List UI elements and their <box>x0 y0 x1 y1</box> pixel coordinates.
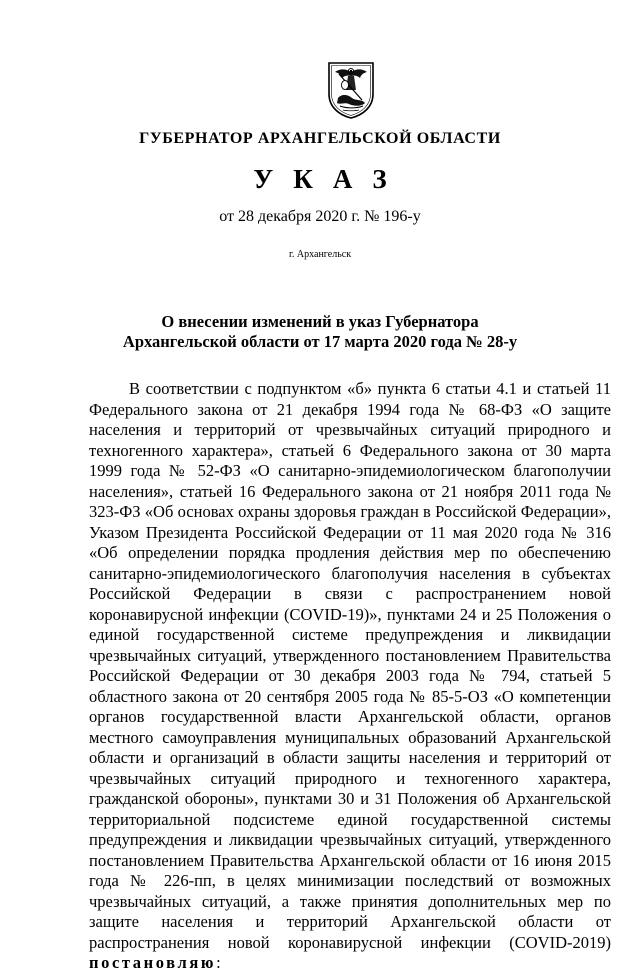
document-place: г. Архангельск <box>288 249 352 260</box>
document-type-letter: З <box>372 164 387 194</box>
preamble-paragraph <box>89 379 611 974</box>
document-type-letter: К <box>293 164 313 194</box>
document-type-letter: А <box>332 164 353 194</box>
preamble-ending: : <box>216 953 221 972</box>
preamble-text: В соответствии с подпунктом «б» пункта 6 статьи 4.1 и статьей 11 Федерального закона от 21 декабря 1994 года № 68-ФЗ «О защите населения и территорий от чрезвычайных ситуаций природного и техногенного характера», статьей 6 Федерального закона от 30 марта 1999 года № 52-ФЗ «О санитарно-эпидемиологическом благополучии населения», статьей 16 Федерального закона от 21 ноября 2011 года № 323-ФЗ «Об основах охраны здоровья граждан в Российской Федерации», Указом Президента Российской Федерации от 11 мая 2020 года № 316 «Об определении порядка продления действия мер по обеспечению санитарно-эпидемиологического благополучия населения в субъектах Российской Федерации в связи с распространением новой коронавирусной инфекции (COVID-19)», пунктами 24 и 25 Положения о единой государственной системе предупреждения и ликвидации чрезвычайных ситуаций, утвержденного постановлением Правительства Российской Федерации от 30 декабря 2003 года № 794, статьей 5 областного закона от 20 сентября 2005 года № 85-5-ОЗ «О компетенции органов государственной власти Архангельской области, органов местного самоуправления муниципальных образований Архангельской области и организаций в области защиты населения и территорий от чрезвычайных ситуаций природного и техногенного характера, гражданской обороны», пунктами 30 и 31 Положения об Архангельской территориальной подсистеме единой государственной системы предупреждения и ликвидации чрезвычайных ситуаций, утвержденного постановлением Правительства Архангельской области от 16 июня 2015 года № 226-пп, в целях минимизации последствий от возможных чрезвычайных ситуаций, а также принятия дополнительных мер по защите населения и территорий Архангельской области от распространения новой коронавирусной инфекции (COVID-2019) <box>89 379 611 952</box>
coat-of-arms-icon <box>325 60 377 120</box>
document-type-letter: У <box>253 164 274 194</box>
document-date-number: от 28 декабря 2020 г. № 196-у <box>219 208 421 225</box>
document-type-heading <box>0 163 640 195</box>
document-title-line: Архангельской области от 17 марта 2020 года № 28-у <box>122 332 518 351</box>
decree-word: постановляю <box>89 953 217 972</box>
issuer-heading: ГУБЕРНАТОР АРХАНГЕЛЬСКОЙ ОБЛАСТИ <box>139 130 501 147</box>
document-title-line: О внесении изменений в указ Губернатора <box>161 312 479 331</box>
document-title <box>100 312 540 352</box>
